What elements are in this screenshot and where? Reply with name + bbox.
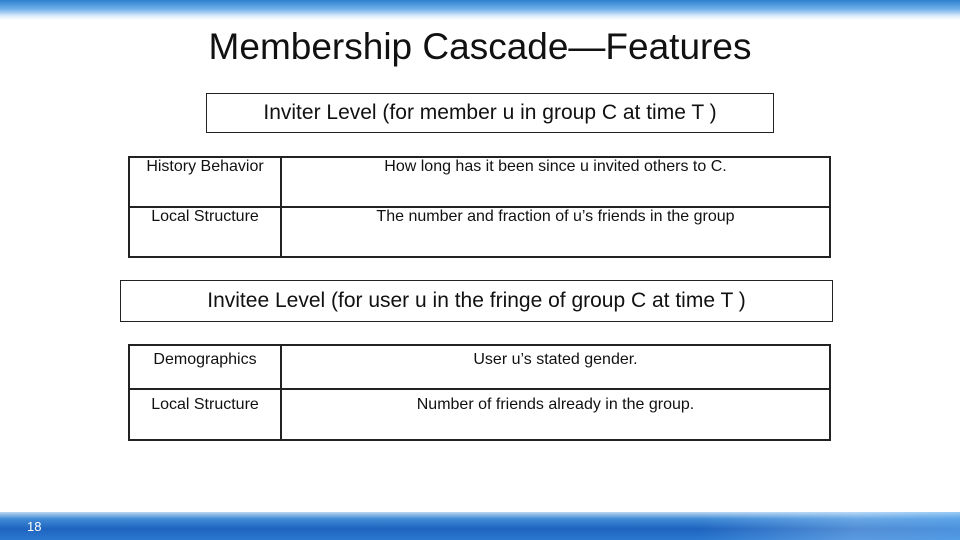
table-row bbox=[129, 389, 830, 440]
bottom-decorative-bar bbox=[0, 512, 960, 540]
inviter-features-table bbox=[128, 156, 831, 258]
invitee-features-table bbox=[128, 344, 831, 441]
top-decorative-bar bbox=[0, 0, 960, 20]
feature-description: User u’s stated gender. bbox=[281, 345, 830, 389]
feature-description: Number of friends already in the group. bbox=[281, 389, 830, 440]
feature-description: The number and fraction of u’s friends in the group bbox=[281, 207, 830, 257]
page-number: 18 bbox=[27, 519, 42, 534]
feature-description: How long has it been since u invited others to C. bbox=[281, 157, 830, 207]
table-row bbox=[129, 207, 830, 257]
table-row bbox=[129, 345, 830, 389]
table-row bbox=[129, 157, 830, 207]
inviter-level-heading: Inviter Level (for member u in group C at time T ) bbox=[206, 93, 774, 133]
invitee-level-heading: Invitee Level (for user u in the fringe of group C at time T ) bbox=[120, 280, 833, 322]
slide-title: Membership Cascade—Features bbox=[208, 26, 752, 67]
feature-name: History Behavior bbox=[129, 157, 281, 207]
feature-name: Local Structure bbox=[129, 207, 281, 257]
feature-name: Local Structure bbox=[129, 389, 281, 440]
feature-name: Demographics bbox=[129, 345, 281, 389]
